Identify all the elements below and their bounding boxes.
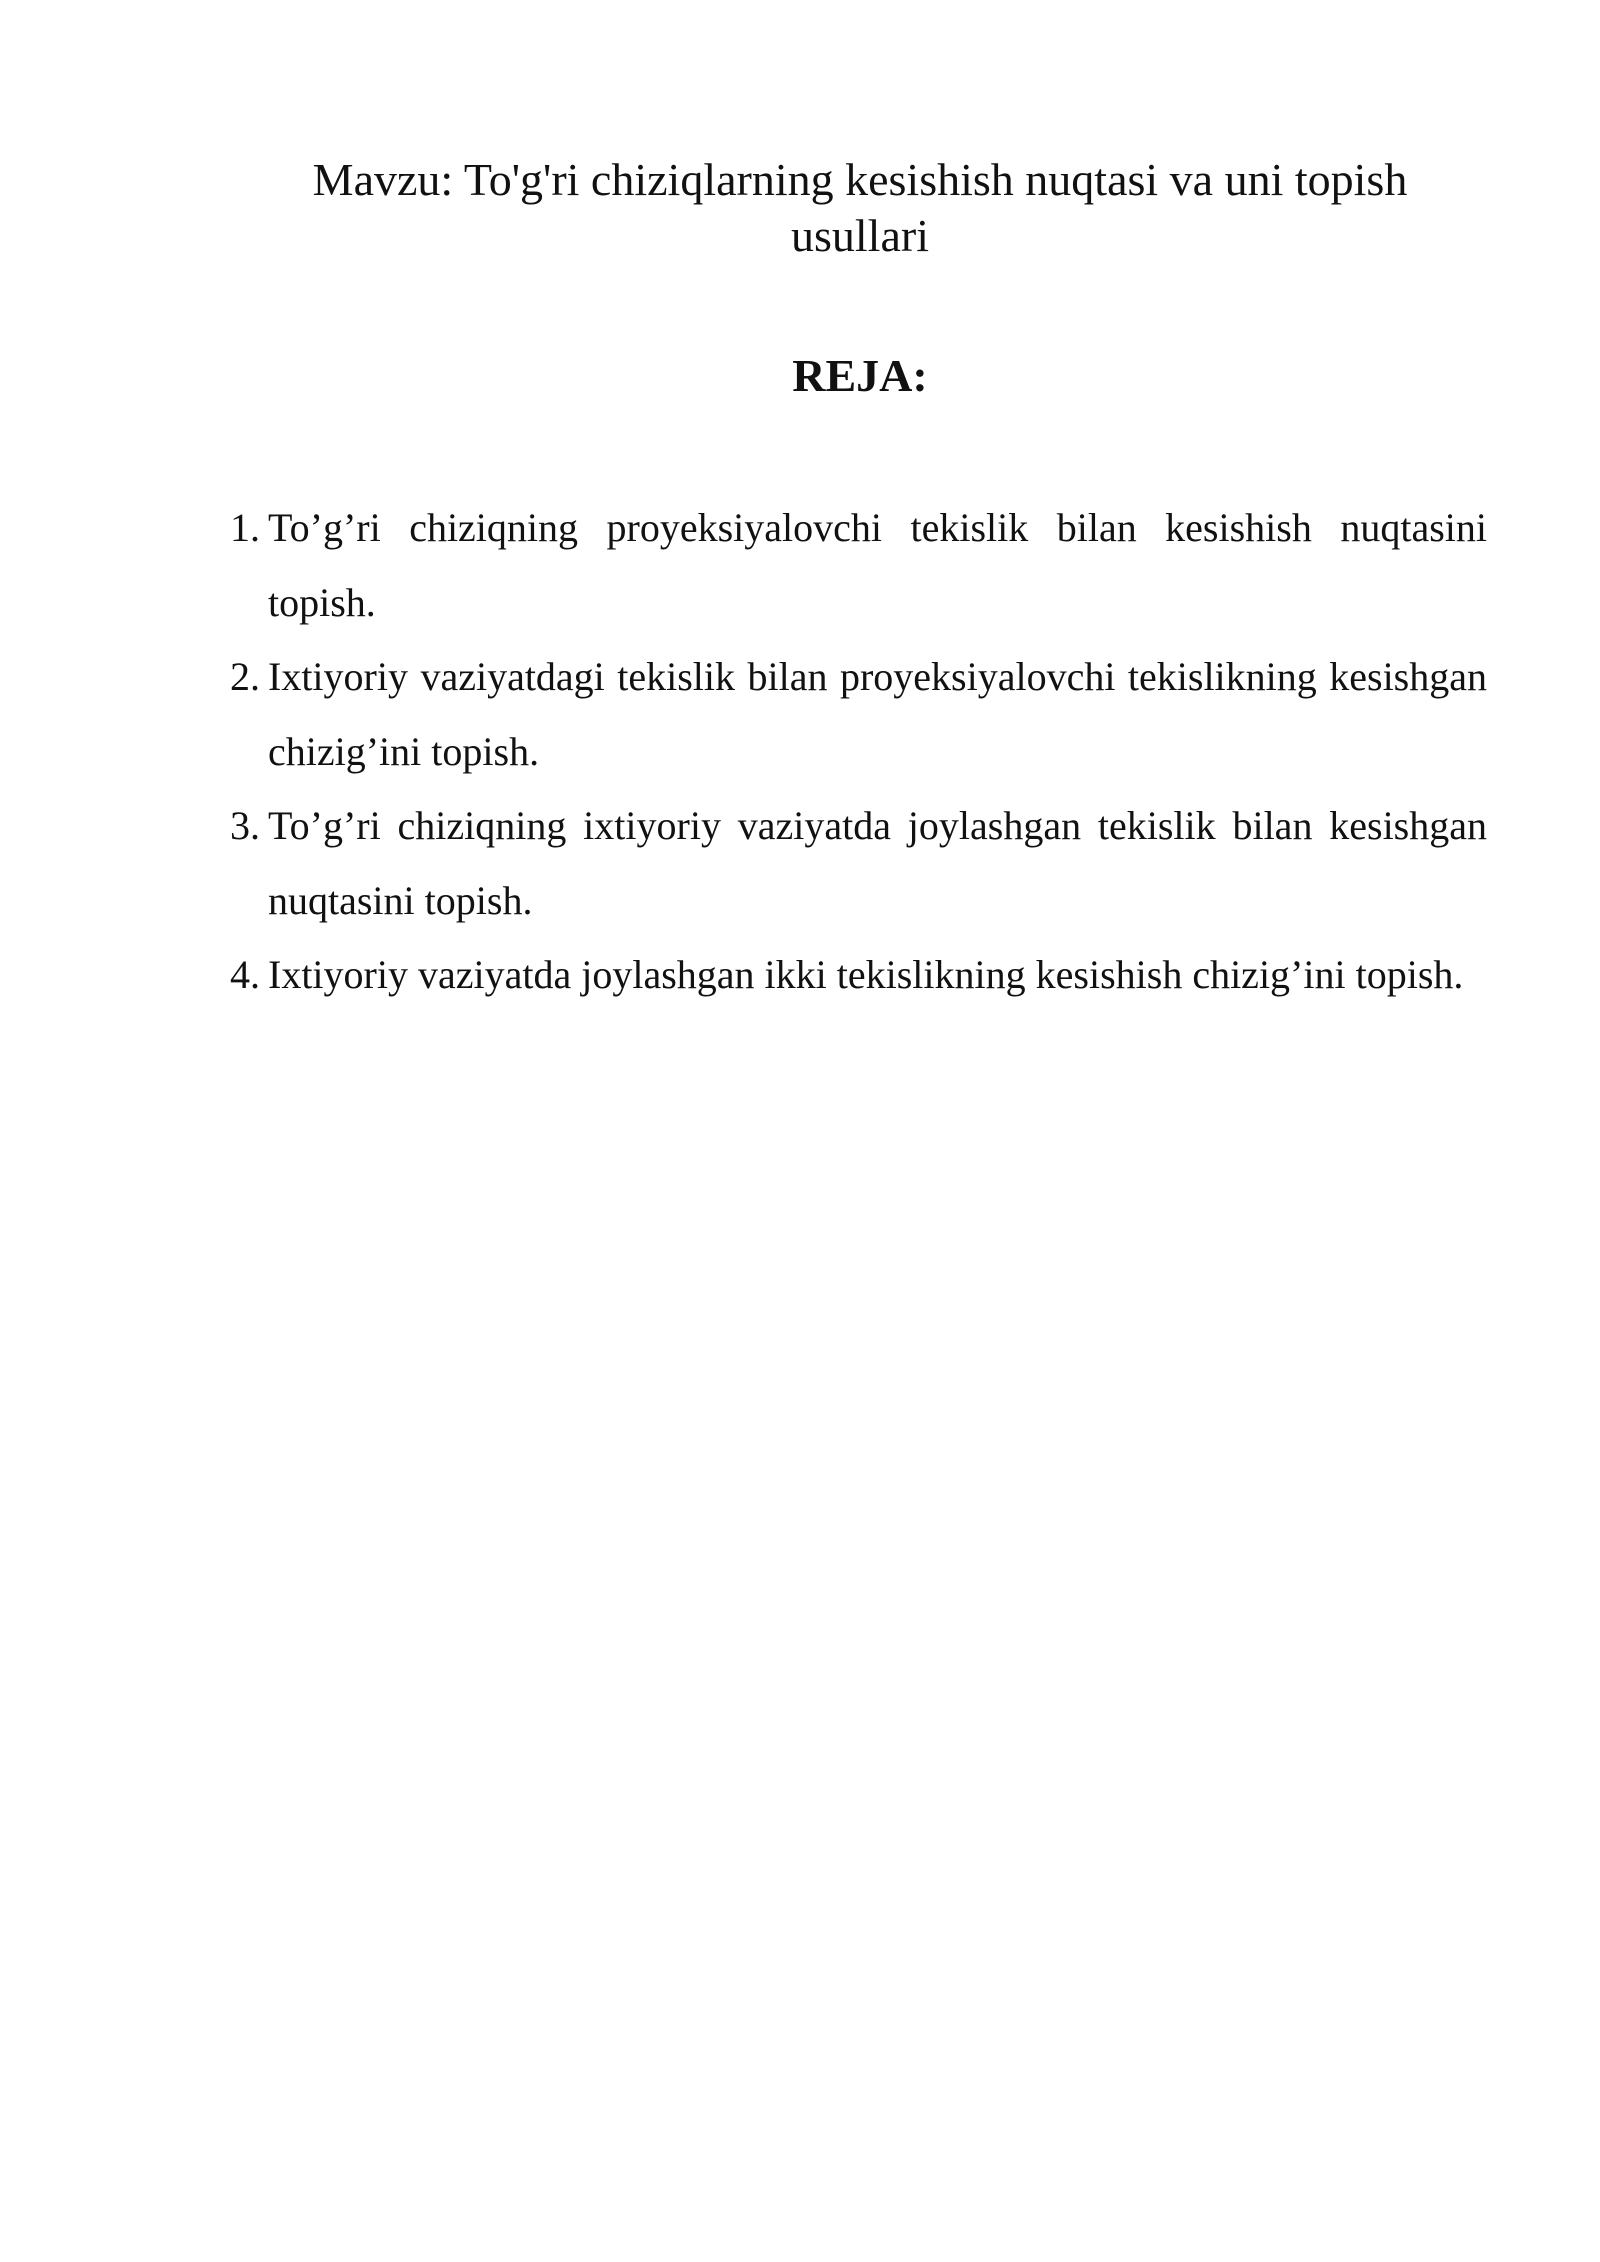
plan-item-text: Ixtiyoriy vaziyatdagi tekislik bilan proyeksiyalovchi tekislikning kesishgan chizig’ini topish. <box>268 654 1487 774</box>
document-title: Mavzu: To'g'ri chiziqlarning kesishish nuqtasi va uni topish usullari <box>312 154 1408 261</box>
plan-item-3 <box>230 789 1487 938</box>
plan-heading: REJA: <box>792 350 928 401</box>
plan-item-text: Ixtiyoriy vaziyatda joylashgan ikki tekislikning kesishish chizig’ini topish. <box>268 952 1464 997</box>
plan-item-text: To’g’ri chiziqning ixtiyoriy vaziyatda joylashgan tekislik bilan kesishgan nuqtasini topish. <box>268 803 1487 923</box>
plan-item-4 <box>230 938 1487 1013</box>
plan-item-text: To’g’ri chiziqning proyeksiyalovchi tekislik bilan kesishish nuqtasini topish. <box>268 505 1487 625</box>
plan-item-2 <box>230 640 1487 789</box>
plan-item-number: 3. <box>230 803 260 848</box>
plan-item-number: 1. <box>230 505 260 550</box>
plan-item-1 <box>230 491 1487 640</box>
plan-list <box>230 491 1487 1013</box>
plan-item-number: 2. <box>230 654 260 699</box>
plan-item-number: 4. <box>230 952 260 997</box>
